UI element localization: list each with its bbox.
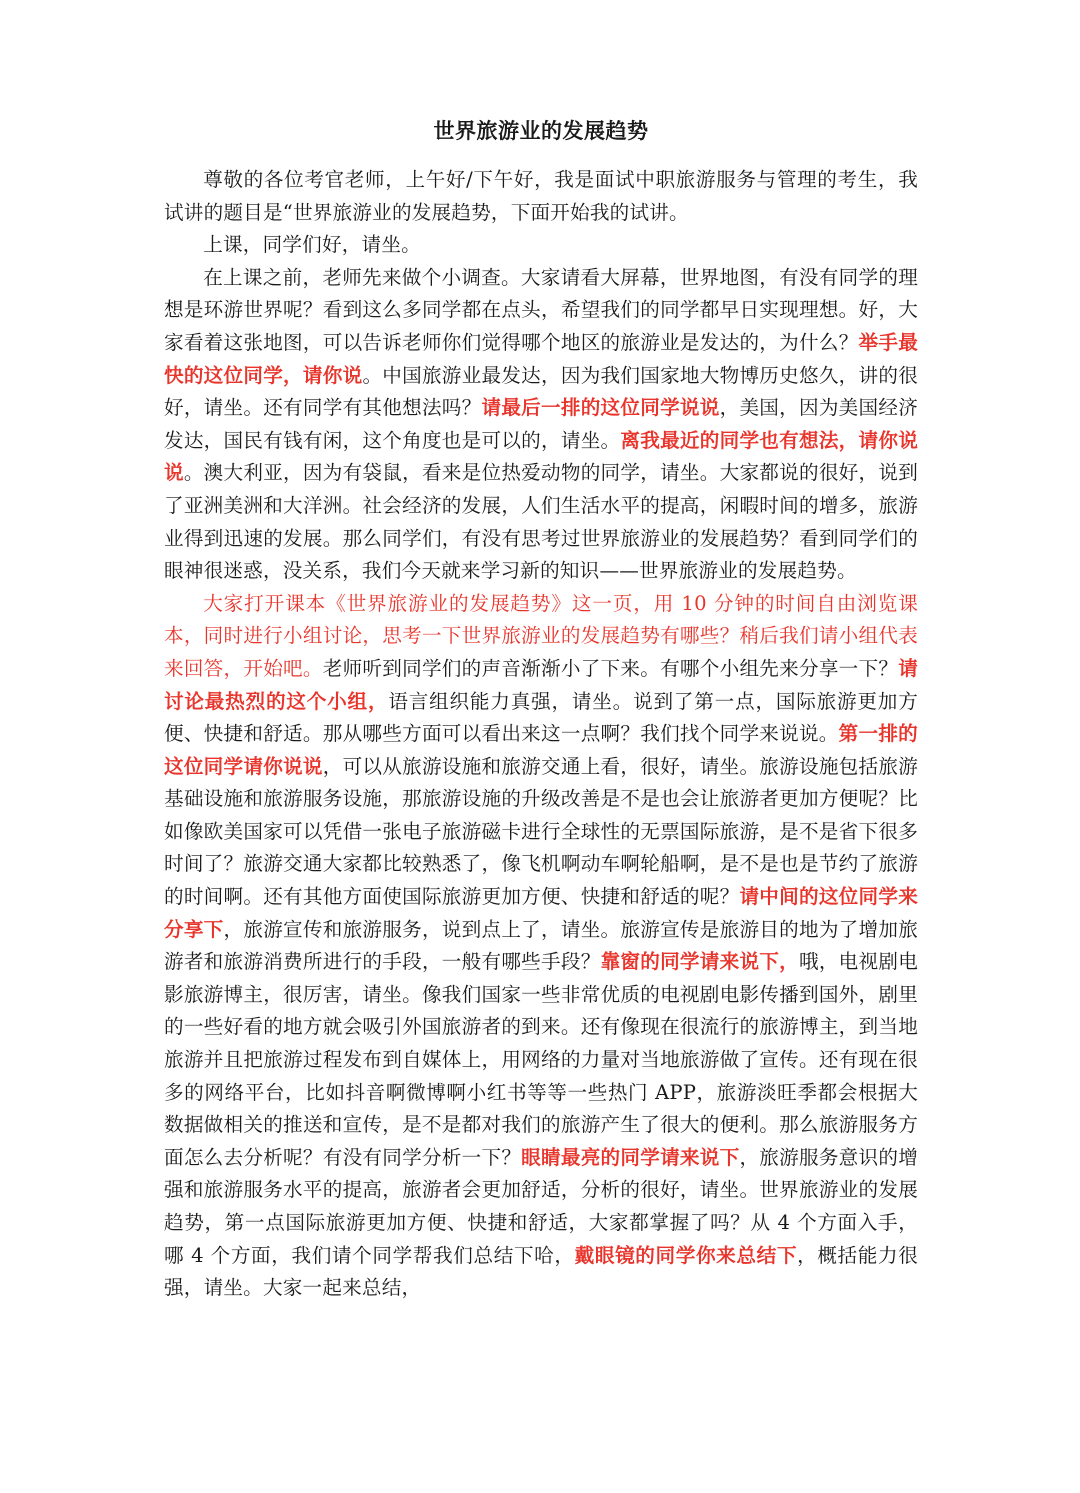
highlighted-prompt: 靠窗的同学请来说下， [600,950,799,974]
text-run: 老师听到同学们的声音渐渐小了下来。有哪个小组先来分享一下？ [322,656,899,680]
highlighted-prompt: 戴眼镜的同学你来总结下 [574,1243,798,1267]
document-page [164,110,918,1305]
text-run: 。澳大利亚，因为有袋鼠，看来是位热爱动物的同学，请坐。大家都说的很好，说到了亚洲美洲和大洋洲。社会经济的发展，人们生活水平的提高，闲暇时间的增多，旅游业得到迅速的发展。那么同学们，有没有思考过世界旅游业的发展趋势？看到同学们的眼神很迷惑，没关系，我们今天就来学习新的知识——世界旅游业的发展趋势。 [164,461,918,583]
text-run: ，美国，因为美国经济发达，国民有钱有闲，这个角度也是可以的，请坐。 [164,396,919,452]
text-run: ，可以从旅游设施和旅游交通上看，很好，请坐。旅游设施包括旅游基础设施和旅游服务设施，那旅游设施的升级改善是不是也会让旅游者更加方便呢？比如像欧美国家可以凭借一张电子旅游磁卡进行全球性的无票国际旅游，是不是省下很多时间了？旅游交通大家都比较熟悉了，像飞机啊动车啊轮船啊，是不是也是节约了旅游的时间啊。还有其他方面使国际旅游更加方便、快捷和舒适的呢？ [164,754,918,909]
text-run: 哦，电视剧电影旅游博主，很厉害，请坐。像我们国家一些非常优质的电视剧电影传播到国外，剧里的一些好看的地方就会吸引外国旅游者的到来。还有像现在很流行的旅游博主，到当地旅游并且把旅游过程发布到自媒体上，用网络的力量对当地旅游做了宣传。还有现在很多的网络平台，比如抖音啊微博啊小红书等等一些热门 APP，旅游淡旺季都会根据大数据做相关的推送和宣传，是不是都对我们的旅游产生了很大的便利。那么旅游服务方面怎么去分析呢？有没有同学分析一下？ [164,950,919,1169]
text-run: ，旅游服务意识的增强和旅游服务水平的提高，旅游者会更加舒适，分析的很好，请坐。世界旅游业的发展趋势，第一点国际旅游更加方便、快捷和舒适，大家都掌握了吗？从 4 个方面入手，哪 4 个方面，我们请个同学帮我们总结下哈， [164,1145,918,1267]
text-run: ，旅游宣传和旅游服务，说到点上了，请坐。旅游宣传是旅游目的地为了增加旅游者和旅游消费所进行的手段，一般有哪些手段？ [164,917,918,974]
text-run: 语言组织能力真强，请坐。说到了第一点，国际旅游更加方便、快捷和舒适。那从哪些方面可以看出来这一点啊？我们找个同学来说说。 [164,689,918,746]
text-run: 尊敬的各位考官老师，上午好/下午好，我是面试中职旅游服务与管理的考生，我试讲的题目是“世界旅游业的发展趋势，下面开始我的试讲。 [164,168,918,224]
highlighted-instruction: 大家打开课本《世界旅游业的发展趋势》这一页，用 10 分钟的时间自由浏览课本，同时进行小组讨论，思考一下世界旅游业的发展趋势有哪些？稍后我们请小组代表来回答，开始吧。 [164,591,918,680]
text-run: 上课，同学们好，请坐。 [203,233,421,257]
highlighted-prompt: 第一排的这位同学请你说说 [164,722,918,778]
text-run: ，概括能力很强，请坐。大家一起来总结， [164,1243,919,1300]
paragraph-discussion [164,588,918,1305]
paragraph-class-start [164,229,918,262]
paragraph-greeting [164,164,918,229]
text-run: 。中国旅游业最发达，因为我们国家地大物博历史悠久，讲的很好，请坐。还有同学有其他想法吗？ [164,363,918,420]
document-title: 世界旅游业的发展趋势 [433,119,649,143]
highlighted-prompt: 离我最近的同学也有想法，请你说说 [164,428,919,485]
paragraph-introduction [164,262,918,588]
highlighted-prompt: 举手最快的这位同学，请你说 [164,330,918,387]
highlighted-prompt: 请讨论最热烈的这个小组， [164,656,918,713]
highlighted-prompt: 请中间的这位同学来分享下 [164,885,918,941]
text-run: 在上课之前，老师先来做个小调查。大家请看大屏幕，世界地图，有没有同学的理想是环游世界呢？看到这么多同学都在点头，希望我们的同学都早日实现理想。好，大家看着这张地图，可以告诉老师你们觉得哪个地区的旅游业是发达的，为什么？ [164,265,918,354]
highlighted-prompt: 眼睛最亮的同学请来说下 [521,1145,740,1169]
highlighted-prompt: 请最后一排的这位同学说说 [481,396,720,420]
